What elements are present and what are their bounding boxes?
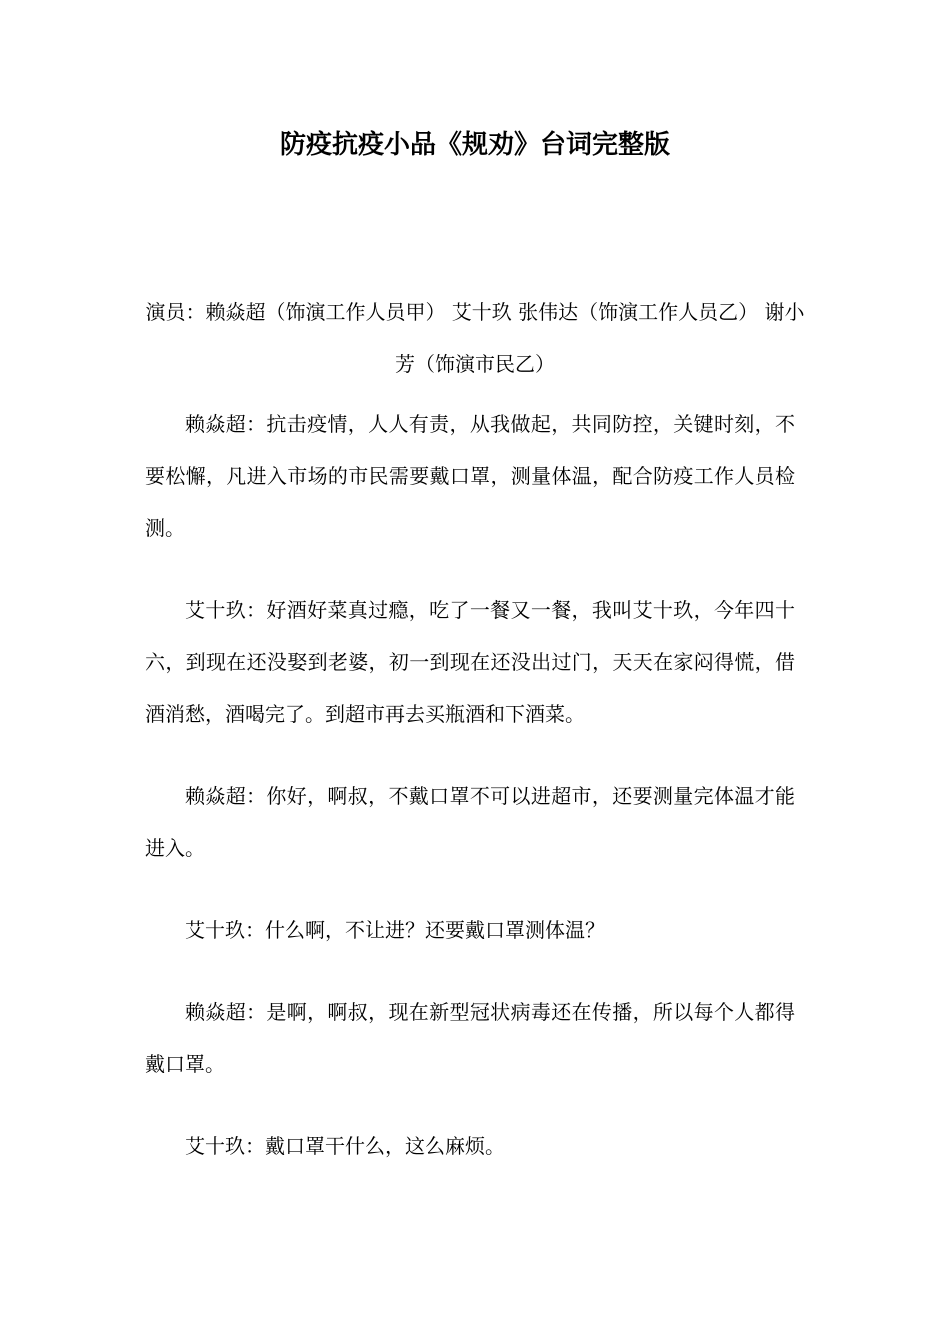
dialogue-paragraph: 艾十玖：什么啊，不让进？还要戴口罩测体温？ [185, 918, 605, 942]
script-body [145, 398, 795, 1202]
dialogue-paragraph: 赖焱超：是啊，啊叔，现在新型冠状病毒还在传播，所以每个人都得戴口罩。 [145, 1000, 795, 1076]
dialogue-paragraph: 艾十玖：戴口罩干什么，这么麻烦。 [185, 1134, 505, 1158]
cast-list: 演员：赖焱超（饰演工作人员甲） 艾十玖 张伟达（饰演工作人员乙） 谢小芳（饰演市民乙） [145, 300, 805, 376]
dialogue-paragraph: 赖焱超：抗击疫情，人人有责，从我做起，共同防控，关键时刻，不要松懈，凡进入市场的市民需要戴口罩，测量体温，配合防疫工作人员检测。 [145, 412, 795, 540]
dialogue-paragraph: 赖焱超：你好，啊叔，不戴口罩不可以进超市，还要测量完体温才能进入。 [145, 784, 795, 860]
dialogue-paragraph: 艾十玖：好酒好菜真过瘾，吃了一餐又一餐，我叫艾十玖，今年四十六，到现在还没娶到老婆，初一到现在还没出过门，天天在家闷得慌，借酒消愁，酒喝完了。到超市再去买瓶酒和下酒菜。 [145, 598, 795, 726]
document-title: 防疫抗疫小品《规劝》台词完整版 [279, 130, 670, 160]
